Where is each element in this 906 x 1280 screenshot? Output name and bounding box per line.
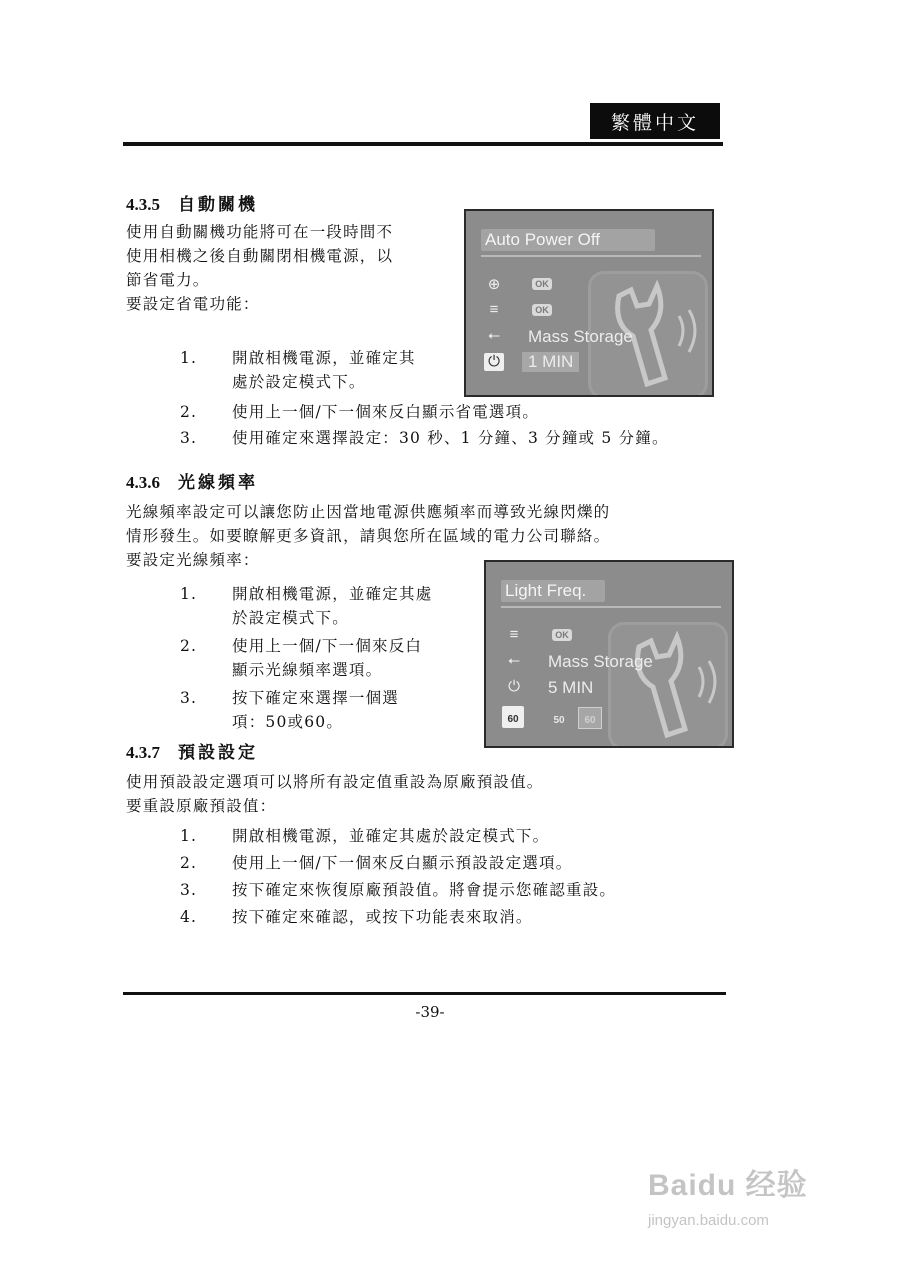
screen-separator: [481, 255, 701, 257]
usb-mode-value: Mass Storage: [528, 327, 633, 346]
step-item: [180, 686, 480, 734]
intro-line: 使用自動關機功能將可在一段時間不: [126, 223, 394, 241]
screen-title: Light Freq.: [501, 580, 605, 602]
section-heading-4-3-7: [126, 738, 258, 763]
lead-line: 要設定光線頻率：: [126, 551, 260, 569]
baidu-url: jingyan.baidu.com: [648, 1212, 769, 1229]
step-item: [180, 582, 480, 630]
usb-icon: ⭠: [487, 327, 500, 344]
lead-line: 要設定省電功能：: [126, 295, 260, 313]
step-text: 使用上一個/下一個來反白顯示省電選項。: [232, 403, 540, 421]
step-text: 使用上一個/下一個來反白顯示預設設定選項。: [232, 854, 573, 872]
step-line: 開啟相機電源，並確定其: [232, 349, 416, 367]
step-number: 4.: [180, 908, 198, 926]
section-number: 4.3.7: [126, 743, 160, 762]
freq-50-icon: 50: [553, 715, 565, 726]
step-line: 處於設定模式下。: [232, 373, 366, 391]
step-line: 項：50或60。: [232, 713, 344, 731]
step-item: [180, 346, 480, 394]
ok-badge: OK: [552, 629, 572, 641]
step-line: 顯示光線頻率選項。: [232, 661, 383, 679]
step-item: [180, 878, 720, 902]
step-number: 3.: [180, 689, 198, 707]
settings-wrench-watermark: [608, 622, 728, 748]
step-line: 按下確定來選擇一個選: [232, 689, 400, 707]
section-heading-4-3-6: [126, 468, 258, 493]
step-number: 2.: [180, 854, 198, 872]
step-text: [232, 582, 432, 630]
step-text: [232, 686, 399, 734]
freq-60-icon: 60: [578, 707, 602, 729]
step-number: 1.: [180, 827, 198, 845]
intro-line: 使用預設設定選項可以將所有設定值重設為原廠預設值。: [126, 773, 544, 791]
baidu-brand: Baidu 经验: [648, 1169, 808, 1202]
step-text: 按下確定來確認，或按下功能表來取消。: [232, 908, 533, 926]
step-text: 使用確定來選擇設定：30 秒、1 分鐘、3 分鐘或 5 分鐘。: [232, 429, 669, 447]
lead-line: 要重設原廠預設值：: [126, 797, 277, 815]
freq-60-icon-selected: 60: [502, 706, 524, 728]
step-item: [180, 634, 480, 682]
section-title: 自動關機: [178, 195, 258, 215]
screen-separator: [501, 606, 721, 608]
ok-badge: OK: [532, 278, 552, 290]
intro-line: 光線頻率設定可以讓您防止因當地電源供應頻率而導致光線閃爍的: [126, 503, 611, 521]
intro-line: 使用相機之後自動關閉相機電源，以: [126, 247, 394, 265]
language-icon: ⊕: [487, 276, 501, 293]
flicker-icon: ≡: [489, 301, 499, 318]
step-line: 開啟相機電源，並確定其處: [232, 585, 433, 603]
step-text: [232, 346, 416, 394]
section-title: 光線頻率: [178, 473, 258, 493]
section-heading-4-3-5: [126, 190, 258, 215]
baidu-watermark: [648, 1160, 848, 1250]
usb-icon: ⭠: [507, 652, 520, 669]
step-item: [180, 824, 720, 848]
flicker-icon: ≡: [509, 626, 519, 643]
step-item: [180, 905, 720, 929]
intro-paragraph: [126, 220, 456, 316]
page-number: -39-: [415, 1003, 445, 1021]
power-icon: ⏻: [508, 678, 520, 695]
section-number: 4.3.5: [126, 195, 160, 214]
step-item: [180, 400, 740, 424]
step-number: 2.: [180, 403, 198, 421]
step-number: 1.: [180, 585, 198, 603]
step-text: [232, 634, 422, 682]
usb-mode-value: Mass Storage: [548, 652, 653, 671]
step-number: 3.: [180, 429, 198, 447]
step-number: 2.: [180, 637, 198, 655]
intro-paragraph: [126, 770, 726, 818]
camera-screen-auto-power-off: [464, 209, 714, 397]
wrench-icon: [611, 625, 725, 747]
footer-rule: [123, 992, 726, 995]
step-number: 1.: [180, 349, 198, 367]
step-line: 使用上一個/下一個來反白: [232, 637, 423, 655]
step-item: [180, 426, 740, 450]
auto-off-value: 1 MIN: [522, 352, 579, 372]
step-line: 於設定模式下。: [232, 609, 349, 627]
ok-badge: OK: [532, 304, 552, 316]
intro-line: 節省電力。: [126, 271, 210, 289]
step-item: [180, 851, 720, 875]
step-text: 開啟相機電源，並確定其處於設定模式下。: [232, 827, 550, 845]
auto-off-value: 5 MIN: [548, 678, 594, 697]
step-text: 按下確定來恢復原廠預設值。將會提示您確認重設。: [232, 881, 617, 899]
header-rule: [123, 142, 723, 146]
power-icon: ⏻: [484, 353, 504, 371]
language-tab: 繁體中文: [590, 103, 720, 139]
section-number: 4.3.6: [126, 473, 160, 492]
intro-line: 情形發生。如要瞭解更多資訊，請與您所在區域的電力公司聯絡。: [126, 527, 611, 545]
section-title: 預設設定: [178, 743, 258, 763]
camera-screen-light-freq: [484, 560, 734, 748]
step-number: 3.: [180, 881, 198, 899]
screen-title: Auto Power Off: [481, 229, 655, 251]
